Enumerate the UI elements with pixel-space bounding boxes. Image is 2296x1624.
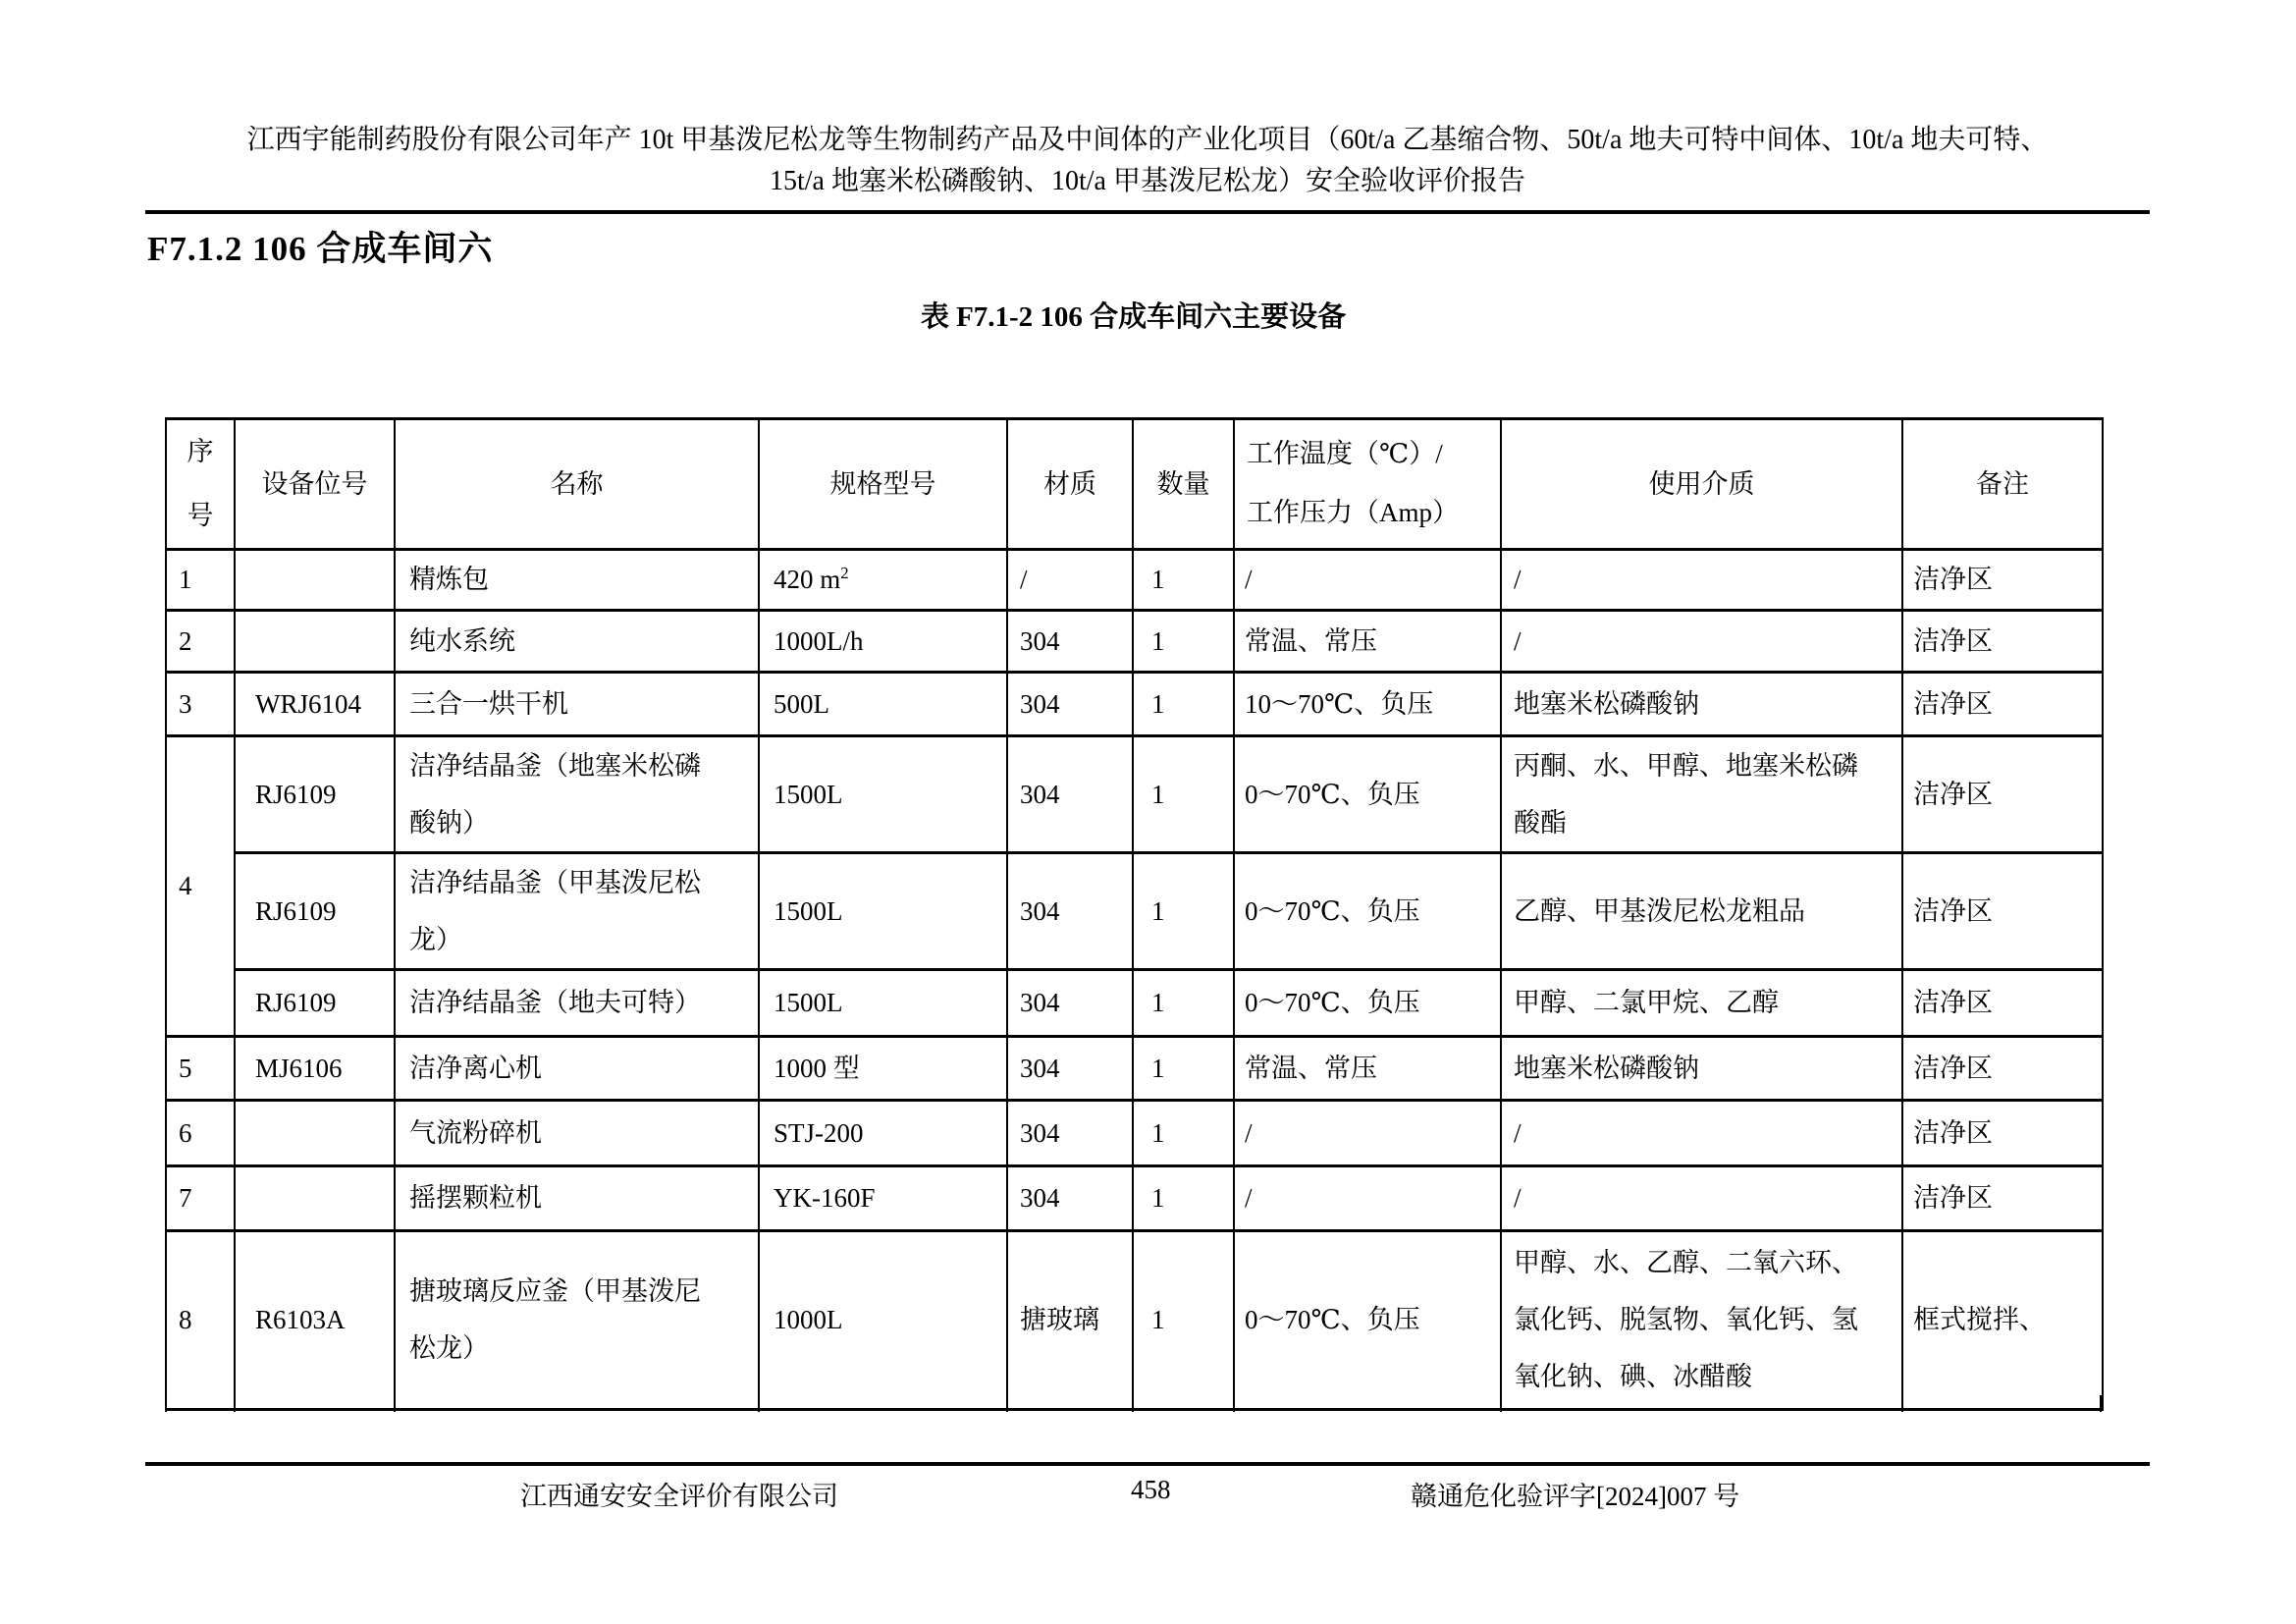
cell-medium: 丙酮、水、甲醇、地塞米松磷酸酯	[1501, 735, 1902, 852]
cell-name: 精炼包	[395, 549, 759, 610]
cell-medium: 甲醇、二氯甲烷、乙醇	[1501, 969, 1902, 1036]
cell-remark: 洁净区	[1902, 672, 2103, 735]
cell-spec: 1000L	[759, 1230, 1007, 1409]
cell-remark: 洁净区	[1902, 1036, 2103, 1100]
cell-tag	[235, 549, 395, 610]
table-row	[166, 1165, 2103, 1230]
section-heading: F7.1.2 106 合成车间六	[147, 230, 494, 268]
cell-temp: 0～70℃、负压	[1234, 852, 1501, 969]
header-line-2: 15t/a 地塞米松磷酸钠、10t/a 甲基泼尼松龙）安全验收评价报告	[770, 166, 1525, 196]
cell-tag: RJ6109	[235, 735, 395, 852]
cell-qty: 1	[1133, 549, 1234, 610]
cell-material: 304	[1007, 1165, 1133, 1230]
cell-temp: 0～70℃、负压	[1234, 735, 1501, 852]
table-border-stub	[1006, 1395, 1008, 1412]
cell-spec: 1500L	[759, 735, 1007, 852]
table-title: 表 F7.1-2 106 合成车间六主要设备	[920, 301, 1347, 333]
table-border-stub	[1233, 1395, 1235, 1412]
cell-name: 搪玻璃反应釜（甲基泼尼松龙）	[395, 1230, 759, 1409]
cell-temp: /	[1234, 1100, 1501, 1165]
col-header-remark: 备注	[1902, 419, 2103, 550]
table-border-stub	[394, 1395, 396, 1412]
cell-temp: 常温、常压	[1234, 1036, 1501, 1100]
col-header-medium: 使用介质	[1501, 419, 1902, 550]
cell-name: 洁净结晶釜（地夫可特）	[395, 969, 759, 1036]
col-header-temp-line2: 工作压力（Amp）	[1247, 497, 1459, 527]
table-row	[166, 672, 2103, 735]
table-row	[166, 852, 2103, 969]
col-header-temp-line1: 工作温度（℃）/	[1247, 439, 1443, 469]
header-line-1: 江西宇能制药股份有限公司年产 10t 甲基泼尼松龙等生物制药产品及中间体的产业化项目（60t/a 乙基缩合物、50t/a 地夫可特中间体、10t/a 地夫可特、	[246, 125, 2049, 155]
table-border-stub	[234, 1395, 236, 1412]
cell-tag	[235, 1100, 395, 1165]
table-row	[166, 610, 2103, 672]
cell-remark: 洁净区	[1902, 969, 2103, 1036]
cell-material: 304	[1007, 1036, 1133, 1100]
cell-tag: MJ6106	[235, 1036, 395, 1100]
cell-medium: /	[1501, 549, 1902, 610]
footer-rule	[145, 1462, 2150, 1466]
spec-superscript: 2	[840, 564, 849, 583]
cell-qty: 1	[1133, 735, 1234, 852]
header-rule	[145, 210, 2150, 214]
cell-no: 8	[166, 1230, 235, 1409]
table-row	[166, 969, 2103, 1036]
cell-spec: 1500L	[759, 969, 1007, 1036]
cell-tag: R6103A	[235, 1230, 395, 1409]
cell-tag	[235, 610, 395, 672]
cell-remark: 洁净区	[1902, 1165, 2103, 1230]
cell-remark: 洁净区	[1902, 549, 2103, 610]
cell-tag: WRJ6104	[235, 672, 395, 735]
cell-remark: 框式搅拌、	[1902, 1230, 2103, 1409]
cell-qty: 1	[1133, 1230, 1234, 1409]
cell-no: 1	[166, 549, 235, 610]
table-row	[166, 1036, 2103, 1100]
cell-name: 洁净结晶釜（地塞米松磷酸钠）	[395, 735, 759, 852]
cell-temp: /	[1234, 549, 1501, 610]
col-header-material: 材质	[1007, 419, 1133, 550]
table-border-stub	[758, 1395, 760, 1412]
cell-temp: 常温、常压	[1234, 610, 1501, 672]
cell-temp: 0～70℃、负压	[1234, 1230, 1501, 1409]
col-header-temp	[1234, 419, 1501, 550]
cell-medium: 甲醇、水、乙醇、二氧六环、氯化钙、脱氢物、氧化钙、氢氧化钠、碘、冰醋酸	[1501, 1230, 1902, 1409]
cell-name: 纯水系统	[395, 610, 759, 672]
cell-qty: 1	[1133, 672, 1234, 735]
table-border-stub	[1132, 1395, 1134, 1412]
cell-name: 洁净离心机	[395, 1036, 759, 1100]
cell-tag	[235, 1165, 395, 1230]
cell-spec: 1000 型	[759, 1036, 1007, 1100]
col-header-qty: 数量	[1133, 419, 1234, 550]
cell-medium: /	[1501, 1100, 1902, 1165]
cell-material: /	[1007, 549, 1133, 610]
col-header-tag: 设备位号	[235, 419, 395, 550]
cell-temp: 10～70℃、负压	[1234, 672, 1501, 735]
cell-spec: STJ-200	[759, 1100, 1007, 1165]
cell-qty: 1	[1133, 610, 1234, 672]
cell-qty: 1	[1133, 852, 1234, 969]
cell-remark: 洁净区	[1902, 610, 2103, 672]
cell-remark: 洁净区	[1902, 852, 2103, 969]
cell-qty: 1	[1133, 1100, 1234, 1165]
table-border-stub	[1500, 1395, 1502, 1412]
cell-tag: RJ6109	[235, 852, 395, 969]
cell-name: 气流粉碎机	[395, 1100, 759, 1165]
cell-material: 304	[1007, 735, 1133, 852]
col-header-name: 名称	[395, 419, 759, 550]
table-row	[166, 1230, 2103, 1409]
table-border-stub	[1901, 1395, 1903, 1412]
table-row	[166, 735, 2103, 852]
footer-doc-number: 赣通危化验评字[2024]007 号	[1411, 1482, 1740, 1511]
equipment-table-body	[166, 549, 2103, 1409]
cell-no: 4	[166, 735, 235, 1036]
cell-name: 洁净结晶釜（甲基泼尼松龙）	[395, 852, 759, 969]
cell-no: 2	[166, 610, 235, 672]
cell-qty: 1	[1133, 969, 1234, 1036]
cell-material: 搪玻璃	[1007, 1230, 1133, 1409]
cell-tag: RJ6109	[235, 969, 395, 1036]
page-header	[145, 120, 2150, 202]
equipment-table	[165, 417, 2104, 1411]
cell-spec: 500L	[759, 672, 1007, 735]
cell-name: 摇摆颗粒机	[395, 1165, 759, 1230]
table-border-stub	[2100, 1395, 2102, 1412]
col-header-spec: 规格型号	[759, 419, 1007, 550]
table-row	[166, 1100, 2103, 1165]
cell-material: 304	[1007, 969, 1133, 1036]
cell-remark: 洁净区	[1902, 1100, 2103, 1165]
cell-no: 5	[166, 1036, 235, 1100]
col-header-no: 序号	[166, 419, 235, 550]
cell-no: 6	[166, 1100, 235, 1165]
cell-material: 304	[1007, 610, 1133, 672]
cell-medium: /	[1501, 610, 1902, 672]
cell-medium: /	[1501, 1165, 1902, 1230]
cell-qty: 1	[1133, 1036, 1234, 1100]
cell-medium: 地塞米松磷酸钠	[1501, 672, 1902, 735]
cell-material: 304	[1007, 852, 1133, 969]
footer-company: 江西通安安全评价有限公司	[520, 1482, 838, 1511]
cell-qty: 1	[1133, 1165, 1234, 1230]
cell-name: 三合一烘干机	[395, 672, 759, 735]
cell-no: 3	[166, 672, 235, 735]
cell-no: 7	[166, 1165, 235, 1230]
cell-spec: 1500L	[759, 852, 1007, 969]
cell-material: 304	[1007, 1100, 1133, 1165]
cell-medium: 乙醇、甲基泼尼松龙粗品	[1501, 852, 1902, 969]
table-border-stub	[165, 1395, 167, 1412]
cell-temp: /	[1234, 1165, 1501, 1230]
cell-spec: 420 $m^2$	[759, 549, 1007, 610]
cell-spec: 1000L/h	[759, 610, 1007, 672]
cell-material: 304	[1007, 672, 1133, 735]
table-row	[166, 549, 2103, 610]
cell-spec: YK-160F	[759, 1165, 1007, 1230]
cell-medium: 地塞米松磷酸钠	[1501, 1036, 1902, 1100]
cell-temp: 0～70℃、负压	[1234, 969, 1501, 1036]
cell-remark: 洁净区	[1902, 735, 2103, 852]
table-header-row	[166, 419, 2103, 550]
footer-page-number: 458	[1131, 1475, 1171, 1504]
